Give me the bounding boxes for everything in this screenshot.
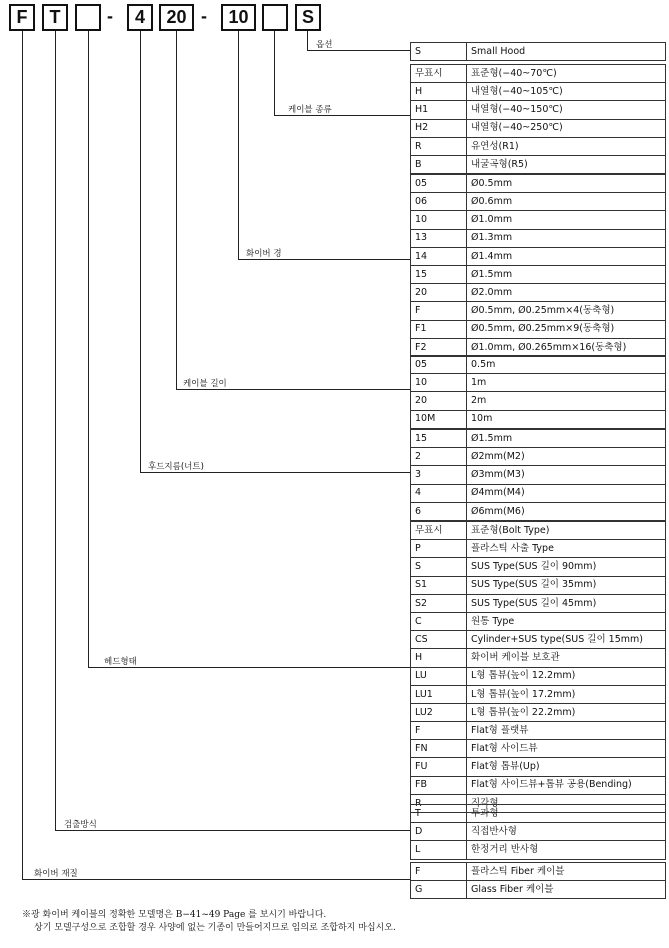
footnote-1: ※광 화이버 케이블의 정확한 모델명은 B−41~49 Page 를 보시기 바랍니다. [22, 910, 327, 920]
desc-cell: L형 톱뷰(높이 22.2mm) [467, 703, 666, 721]
code-cell: G [411, 881, 467, 899]
desc-cell: 한정거리 반사형 [467, 841, 666, 859]
table-row [411, 83, 666, 101]
desc-cell: 직각형 [467, 794, 666, 812]
table-row [411, 558, 666, 576]
table-row [411, 119, 666, 137]
connector-diameter-v [238, 31, 239, 260]
code-cell: CS [411, 631, 467, 649]
table-row [411, 430, 666, 448]
code-cell: C [411, 612, 467, 630]
table-row [411, 43, 666, 61]
code-cell: S [411, 43, 467, 61]
table-fiber-diameter [410, 174, 666, 357]
code-cell: FU [411, 758, 467, 776]
code-cell: 15 [411, 265, 467, 283]
table-row [411, 356, 666, 374]
table-row [411, 667, 666, 685]
table-cable-length [410, 355, 666, 429]
code-cell: LU1 [411, 685, 467, 703]
desc-cell: Small Hood [467, 43, 666, 61]
code-separator: - [107, 6, 113, 26]
code-cell: H1 [411, 101, 467, 119]
code-box-detection: T [42, 4, 68, 31]
desc-cell: Ø6mm(M6) [467, 502, 666, 520]
code-cell: F2 [411, 338, 467, 356]
desc-cell: Ø0.5mm [467, 175, 666, 193]
table-row [411, 649, 666, 667]
connector-cable-v [274, 31, 275, 116]
group-label-cable-length: 케이블 길이 [183, 379, 227, 389]
desc-cell: Ø0.6mm [467, 193, 666, 211]
code-cell: D [411, 823, 467, 841]
table-row [411, 410, 666, 428]
code-cell: 15 [411, 430, 467, 448]
table-detection [410, 804, 666, 860]
table-row [411, 484, 666, 502]
table-row [411, 65, 666, 83]
desc-cell: 유연성(R1) [467, 137, 666, 155]
table-row [411, 823, 666, 841]
table-row [411, 612, 666, 630]
code-cell: T [411, 805, 467, 823]
table-row [411, 540, 666, 558]
code-cell: F [411, 863, 467, 881]
connector-detection-h [55, 830, 410, 831]
code-cell: S1 [411, 576, 467, 594]
connector-diameter-h [238, 259, 410, 260]
desc-cell: Flat형 사이드뷰 [467, 740, 666, 758]
connector-head-v [88, 31, 89, 668]
code-box-length: 20 [159, 4, 194, 31]
code-cell: 10M [411, 410, 467, 428]
code-cell: F1 [411, 320, 467, 338]
table-row [411, 320, 666, 338]
table-row [411, 265, 666, 283]
table-row [411, 448, 666, 466]
desc-cell: 내굴곡형(R5) [467, 155, 666, 173]
desc-cell: 직접반사형 [467, 823, 666, 841]
table-row [411, 863, 666, 881]
table-row [411, 193, 666, 211]
code-cell: LU2 [411, 703, 467, 721]
code-separator: - [201, 6, 207, 26]
code-cell: H [411, 649, 467, 667]
code-cell: R [411, 137, 467, 155]
desc-cell: Flat형 톱뷰(Up) [467, 758, 666, 776]
table-row [411, 594, 666, 612]
table-row [411, 466, 666, 484]
table-hood-diameter [410, 429, 666, 521]
code-cell: R [411, 794, 467, 812]
code-cell: 3 [411, 466, 467, 484]
table-row [411, 155, 666, 173]
code-cell: FB [411, 776, 467, 794]
code-cell: 10 [411, 374, 467, 392]
code-cell: 20 [411, 392, 467, 410]
desc-cell: 투과형 [467, 805, 666, 823]
code-cell: F [411, 302, 467, 320]
code-cell: FN [411, 740, 467, 758]
code-cell: L [411, 841, 467, 859]
code-box-cable [262, 4, 288, 31]
table-head-type [410, 521, 666, 813]
code-cell: 6 [411, 502, 467, 520]
desc-cell: 플라스틱 사출 Type [467, 540, 666, 558]
desc-cell: Ø4mm(M4) [467, 484, 666, 502]
connector-material-v [22, 31, 23, 880]
table-row [411, 302, 666, 320]
desc-cell: Ø1.0mm [467, 211, 666, 229]
desc-cell: Cylinder+SUS type(SUS 길이 15mm) [467, 631, 666, 649]
table-row [411, 722, 666, 740]
code-box-head [75, 4, 101, 31]
desc-cell: 플라스틱 Fiber 케이블 [467, 863, 666, 881]
code-cell: 10 [411, 211, 467, 229]
desc-cell: Ø1.5mm [467, 430, 666, 448]
table-cable-type [410, 64, 666, 174]
group-label-cable-type: 케이블 종류 [288, 105, 332, 115]
code-cell: 13 [411, 229, 467, 247]
group-label-material: 화이버 재질 [34, 869, 78, 879]
group-label-detection: 검출방식 [64, 820, 97, 830]
table-row [411, 175, 666, 193]
desc-cell: 내열형(−40~250℃) [467, 119, 666, 137]
desc-cell: 원통 Type [467, 612, 666, 630]
desc-cell: 10m [467, 410, 666, 428]
desc-cell: Ø2.0mm [467, 284, 666, 302]
table-row [411, 101, 666, 119]
code-cell: 14 [411, 247, 467, 265]
desc-cell: Ø1.0mm, Ø0.265mm×16(동축형) [467, 338, 666, 356]
table-option [410, 42, 666, 61]
code-cell: 무표시 [411, 522, 467, 540]
connector-material-h [22, 879, 410, 880]
desc-cell: 내열형(−40~150℃) [467, 101, 666, 119]
connector-cable-h [274, 115, 410, 116]
table-row [411, 502, 666, 520]
table-row [411, 284, 666, 302]
desc-cell: Ø1.3mm [467, 229, 666, 247]
table-row [411, 841, 666, 859]
code-box-option: S [295, 4, 321, 31]
group-label-hood-diameter: 후드지름(너트) [148, 462, 204, 472]
desc-cell: Ø0.5mm, Ø0.25mm×4(동축형) [467, 302, 666, 320]
table-row [411, 740, 666, 758]
code-cell: 무표시 [411, 65, 467, 83]
connector-length-v [176, 31, 177, 390]
desc-cell: SUS Type(SUS 길이 45mm) [467, 594, 666, 612]
code-box-hood: 4 [127, 4, 153, 31]
desc-cell: Ø2mm(M2) [467, 448, 666, 466]
code-cell: P [411, 540, 467, 558]
table-row [411, 392, 666, 410]
code-box-diameter: 10 [221, 4, 256, 31]
desc-cell: 1m [467, 374, 666, 392]
code-cell: H2 [411, 119, 467, 137]
code-cell: 2 [411, 448, 467, 466]
connector-length-h [176, 389, 410, 390]
desc-cell: 내열형(−40~105℃) [467, 83, 666, 101]
code-cell: 06 [411, 193, 467, 211]
table-row [411, 374, 666, 392]
desc-cell: 표준형(Bolt Type) [467, 522, 666, 540]
desc-cell: Ø3mm(M3) [467, 466, 666, 484]
code-cell: 05 [411, 175, 467, 193]
code-cell: H [411, 83, 467, 101]
group-label-head-type: 헤드형태 [104, 657, 137, 667]
table-row [411, 703, 666, 721]
desc-cell: SUS Type(SUS 길이 35mm) [467, 576, 666, 594]
desc-cell: Ø1.4mm [467, 247, 666, 265]
code-box-material: F [9, 4, 35, 31]
code-cell: 20 [411, 284, 467, 302]
code-cell: LU [411, 667, 467, 685]
group-label-fiber-diameter: 화이버 경 [246, 249, 282, 259]
table-row [411, 211, 666, 229]
desc-cell: Ø1.5mm [467, 265, 666, 283]
code-cell: F [411, 722, 467, 740]
table-row [411, 805, 666, 823]
table-row [411, 137, 666, 155]
connector-hood-h [140, 472, 410, 473]
desc-cell: Glass Fiber 케이블 [467, 881, 666, 899]
table-row [411, 522, 666, 540]
table-row [411, 776, 666, 794]
table-row [411, 338, 666, 356]
group-label-option: 옵션 [316, 40, 333, 50]
table-material [410, 862, 666, 899]
connector-option-v [307, 31, 308, 51]
code-cell: B [411, 155, 467, 173]
table-row [411, 247, 666, 265]
connector-hood-v [140, 31, 141, 473]
desc-cell: L형 톱뷰(높이 17.2mm) [467, 685, 666, 703]
desc-cell: Ø0.5mm, Ø0.25mm×9(동축형) [467, 320, 666, 338]
desc-cell: 표준형(−40~70℃) [467, 65, 666, 83]
connector-option-h [307, 50, 410, 51]
code-cell: 05 [411, 356, 467, 374]
desc-cell: SUS Type(SUS 길이 90mm) [467, 558, 666, 576]
desc-cell: Flat형 플랫뷰 [467, 722, 666, 740]
desc-cell: L형 톱뷰(높이 12.2mm) [467, 667, 666, 685]
table-row [411, 758, 666, 776]
code-cell: S [411, 558, 467, 576]
table-row [411, 631, 666, 649]
desc-cell: 0.5m [467, 356, 666, 374]
table-row [411, 881, 666, 899]
table-row [411, 229, 666, 247]
desc-cell: 2m [467, 392, 666, 410]
table-row [411, 685, 666, 703]
footnote-2: 상기 모델구성으로 조합할 경우 사양에 없는 기종이 만들어지므로 임의로 조합하지 마십시오. [34, 923, 396, 933]
desc-cell: Flat형 사이드뷰+톱뷰 공용(Bending) [467, 776, 666, 794]
code-cell: S2 [411, 594, 467, 612]
connector-detection-v [55, 31, 56, 831]
desc-cell: 화이버 케이블 보호관 [467, 649, 666, 667]
connector-head-h [88, 667, 410, 668]
table-row [411, 576, 666, 594]
code-cell: 4 [411, 484, 467, 502]
